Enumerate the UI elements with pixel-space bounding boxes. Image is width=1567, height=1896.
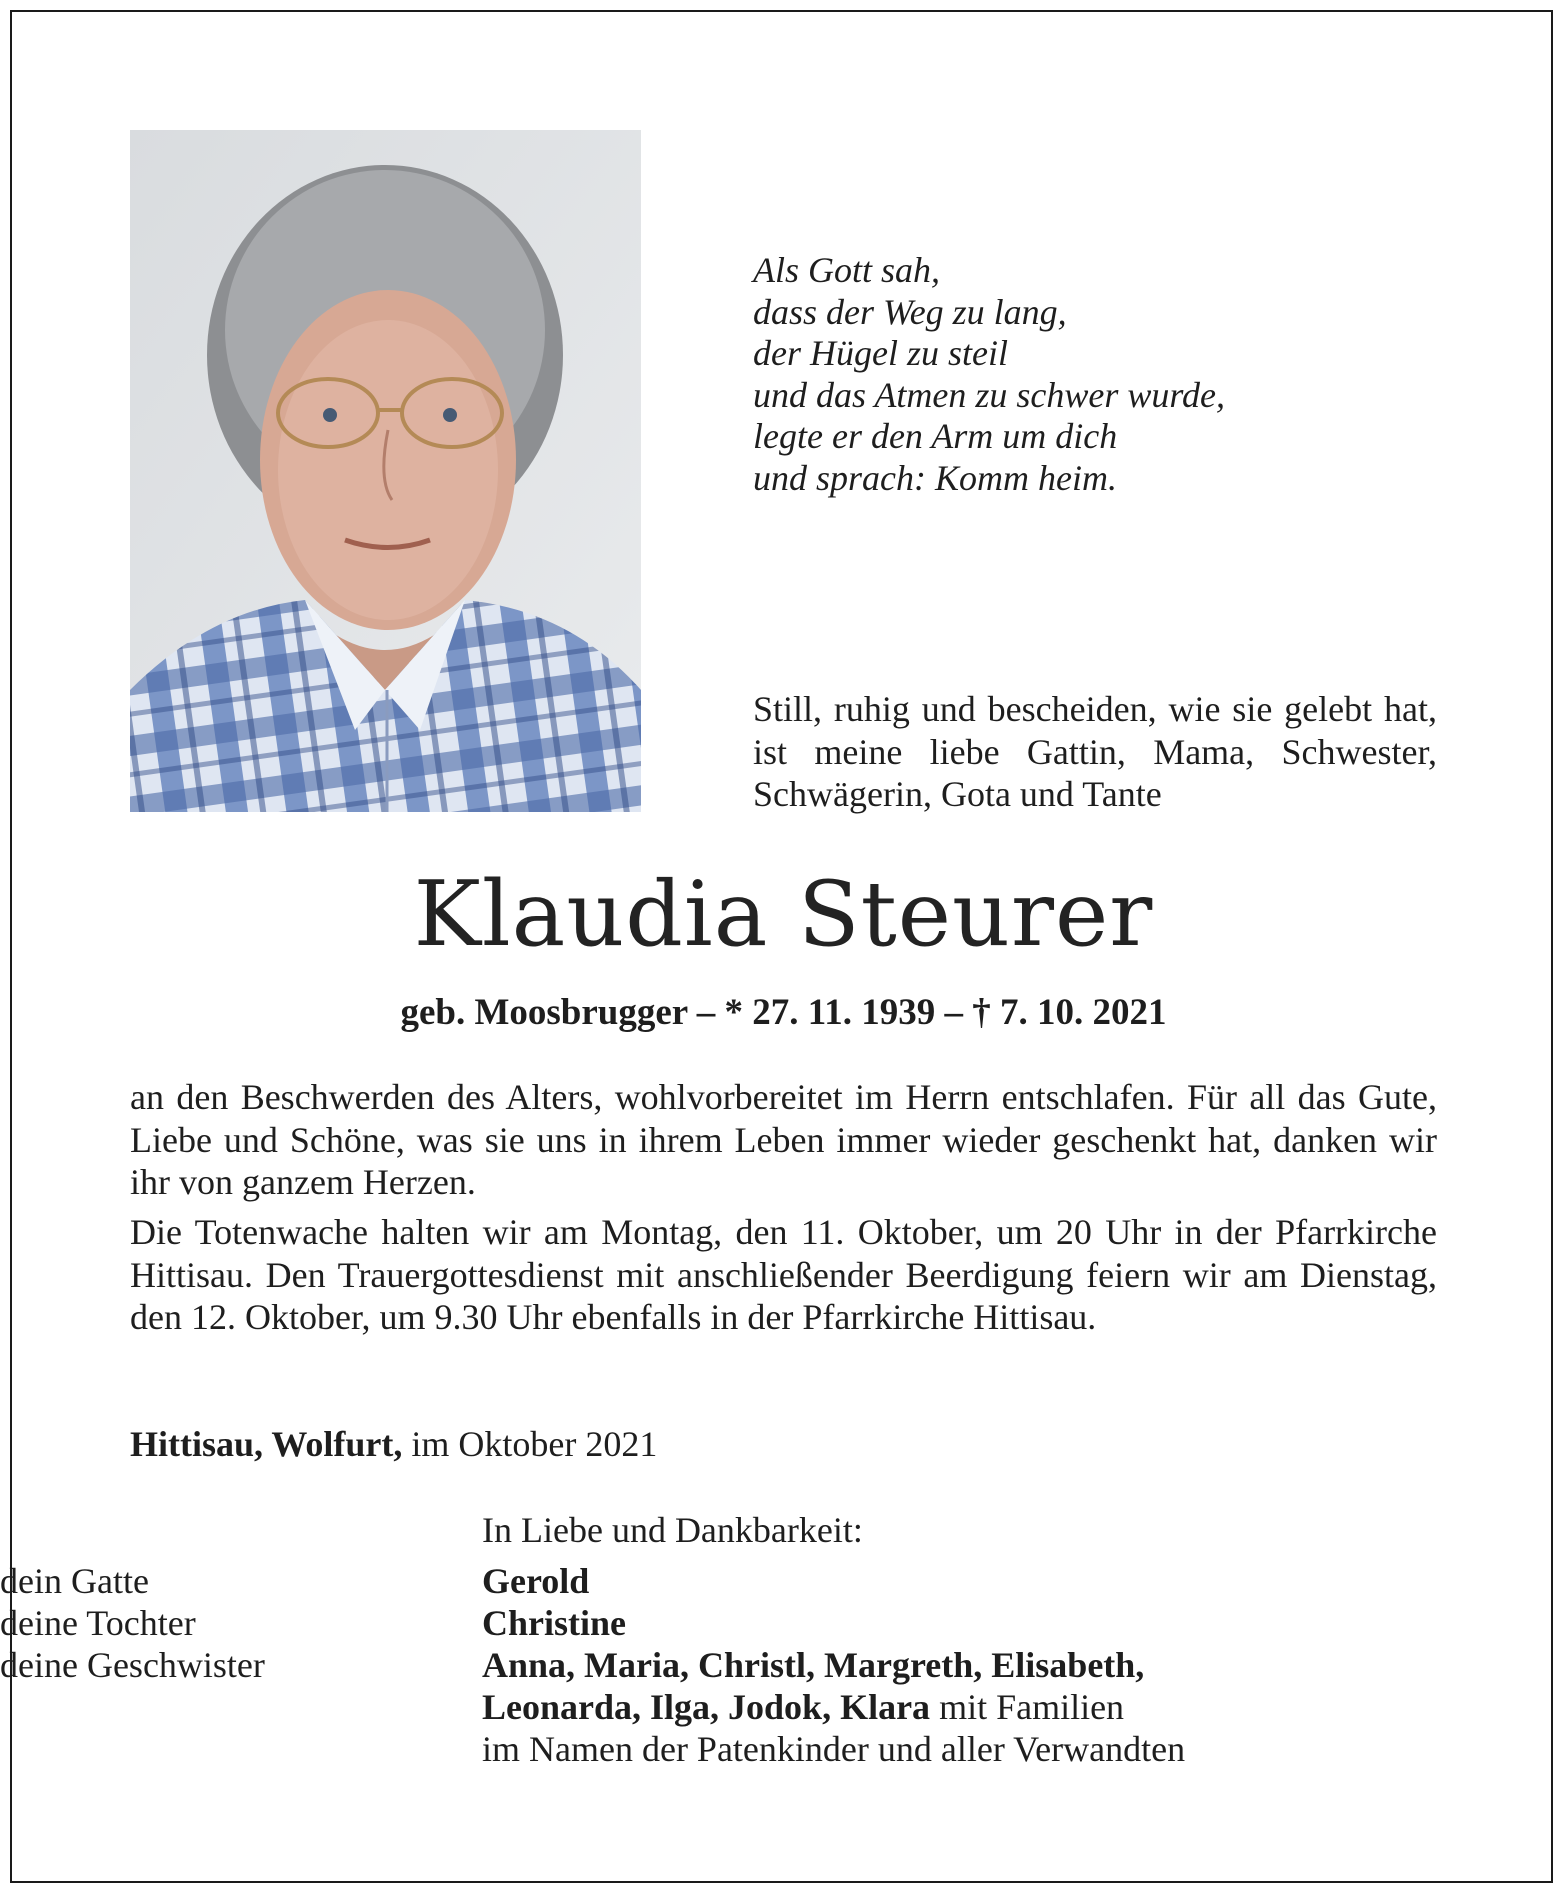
paragraph-condolence: an den Beschwerden des Alters, wohlvorbereitet im Herrn entschlafen. Für all das Gute, Liebe und Schöne, was sie uns in ihrem Leben immer wieder geschenkt hat, danken wir ihr von ganzem Herzen. — [130, 1077, 1437, 1202]
family-names: Gerold — [482, 1561, 590, 1601]
poem-line: und das Atmen zu schwer wurde, — [753, 374, 1225, 415]
place-and-date — [130, 1422, 657, 1466]
poem-verse — [753, 250, 1225, 499]
poem-line: dass der Weg zu lang, — [753, 291, 1067, 332]
place-towns: Hittisau, Wolfurt, — [130, 1424, 403, 1464]
family-names: Christine — [482, 1603, 626, 1643]
birth-death-dates: geb. Moosbrugger – * 27. 11. 1939 – † 7. 10. 2021 — [400, 992, 1167, 1033]
paragraph-funeral-details: Die Totenwache halten wir am Montag, den 11. Oktober, um 20 Uhr in der Pfarrkirche Hittisau. Den Trauergottesdienst mit anschließender Beerdigung feiern wir am Dienstag, den 12. Oktober, um 9.30 Uhr ebenfalls in der Pfarrkirche Hittisau. — [130, 1212, 1437, 1337]
poem-line: legte er den Arm um dich — [753, 416, 1118, 456]
poem-line: der Hügel zu steil — [753, 333, 1008, 373]
deceased-name: Klaudia Steurer — [413, 862, 1154, 967]
family-names: Anna, Maria, Christl, Margreth, Elisabeth, — [482, 1645, 1145, 1685]
portrait-photo — [130, 130, 641, 812]
family-names: Leonarda, Ilga, Jodok, Klara — [482, 1687, 931, 1727]
poem-line: Als Gott sah, — [753, 250, 941, 290]
place-date: im Oktober 2021 — [411, 1424, 658, 1464]
family-suffix: mit Familien — [939, 1687, 1125, 1727]
poem-line: und sprach: Komm heim. — [753, 457, 1117, 498]
intro-text: Still, ruhig und bescheiden, wie sie gelebt hat, ist meine liebe Gattin, Mama, Schwester, Schwägerin, Gota und Tante — [753, 689, 1437, 814]
family-suffix: im Namen der Patenkinder und aller Verwandten — [482, 1729, 1186, 1769]
signoff-line: In Liebe und Dankbarkeit: — [482, 1510, 863, 1550]
